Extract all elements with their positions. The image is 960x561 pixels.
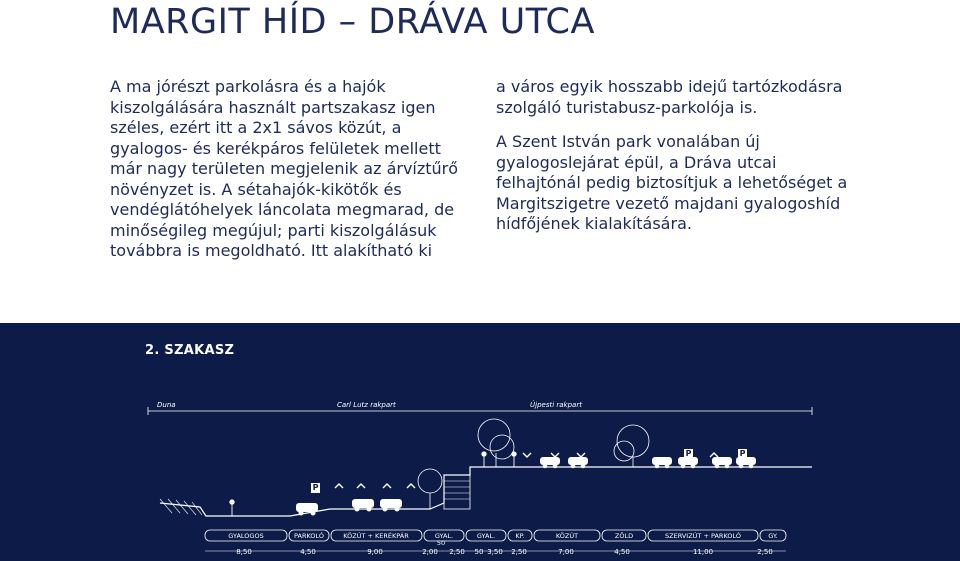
segment-label: SZERVIZÚT + PARKOLÓ <box>665 532 741 540</box>
dimension-label: 2,50 <box>449 548 465 556</box>
location-label-carl-lutz: Carl Lutz rakpart <box>337 401 396 409</box>
dimension-label: 2,50 <box>511 548 527 556</box>
segment-label: KÖZÚT <box>555 532 579 540</box>
parking-sign-icon: P <box>739 449 746 458</box>
dimension-label: 2,00 <box>422 548 438 556</box>
right-paragraph-2: A Szent István park vonalában új gyalogoslejárat épül, a Dráva utcai felhajtónál pedig biztosítjuk a lehetőséget a Margitszigetre vezető majdani gyalogoshíd hídfőjének kialakítására. <box>496 132 848 233</box>
segment-label: ZÖLD <box>614 532 634 540</box>
dimension-label: 2,50 <box>757 548 773 556</box>
dimension-label: 8,50 <box>236 548 252 556</box>
location-label-ujpesti: Újpesti rakpart <box>530 401 582 409</box>
left-paragraph: A ma jórészt parkolásra és a hajók kiszolgálására használt partszakasz igen széles, ezért itt a 2x1 sávos közút, a gyalogos- és kerékpáros felületek mellett már nagy területen megjelenik az árvíztűrő növényzet is. A sétahajók-kikötők és vendéglátóhelyek láncolata megmarad, de minőségileg megújul; parti kiszolgálásuk továbbra is megoldható. Itt alakítható ki <box>110 77 459 260</box>
dimension-label: 50 <box>474 548 484 556</box>
segment-label: KÖZÚT + KERÉKPÁR <box>343 532 409 540</box>
page-title: MARGIT HÍD – DRÁVA UTCA <box>110 2 595 42</box>
segment-label: GYAL. <box>476 532 496 540</box>
segment-label: KP. <box>515 532 525 540</box>
dimension-label: 3,50 <box>487 548 503 556</box>
location-label-duna: Duna <box>157 401 176 409</box>
dimension-label: 50 <box>436 539 446 547</box>
right-paragraph-1: a város egyik hosszabb idejű tartózkodásra szolgáló turistabusz-parkolója is. <box>496 77 843 117</box>
parking-sign-icon: P <box>685 449 692 458</box>
segment-label: PARKOLÓ <box>294 532 324 540</box>
segment-label: GY. <box>768 532 778 540</box>
text-column-right <box>496 77 856 235</box>
dimension-label: 11,00 <box>692 548 714 556</box>
segment-label: GYALOGOS <box>228 532 264 540</box>
dimension-label: 9,00 <box>367 548 383 556</box>
segment-label: GYAL. <box>434 532 454 540</box>
cross-section-panel <box>0 323 960 561</box>
section-title: 2. SZAKASZ <box>145 343 235 358</box>
dimension-label: 7,00 <box>558 548 574 556</box>
dimension-label: 4,50 <box>614 548 630 556</box>
text-column-left <box>110 77 472 262</box>
segment-strip <box>0 323 960 561</box>
dimension-label: 4,50 <box>300 548 316 556</box>
parking-sign-icon: P <box>312 483 319 492</box>
